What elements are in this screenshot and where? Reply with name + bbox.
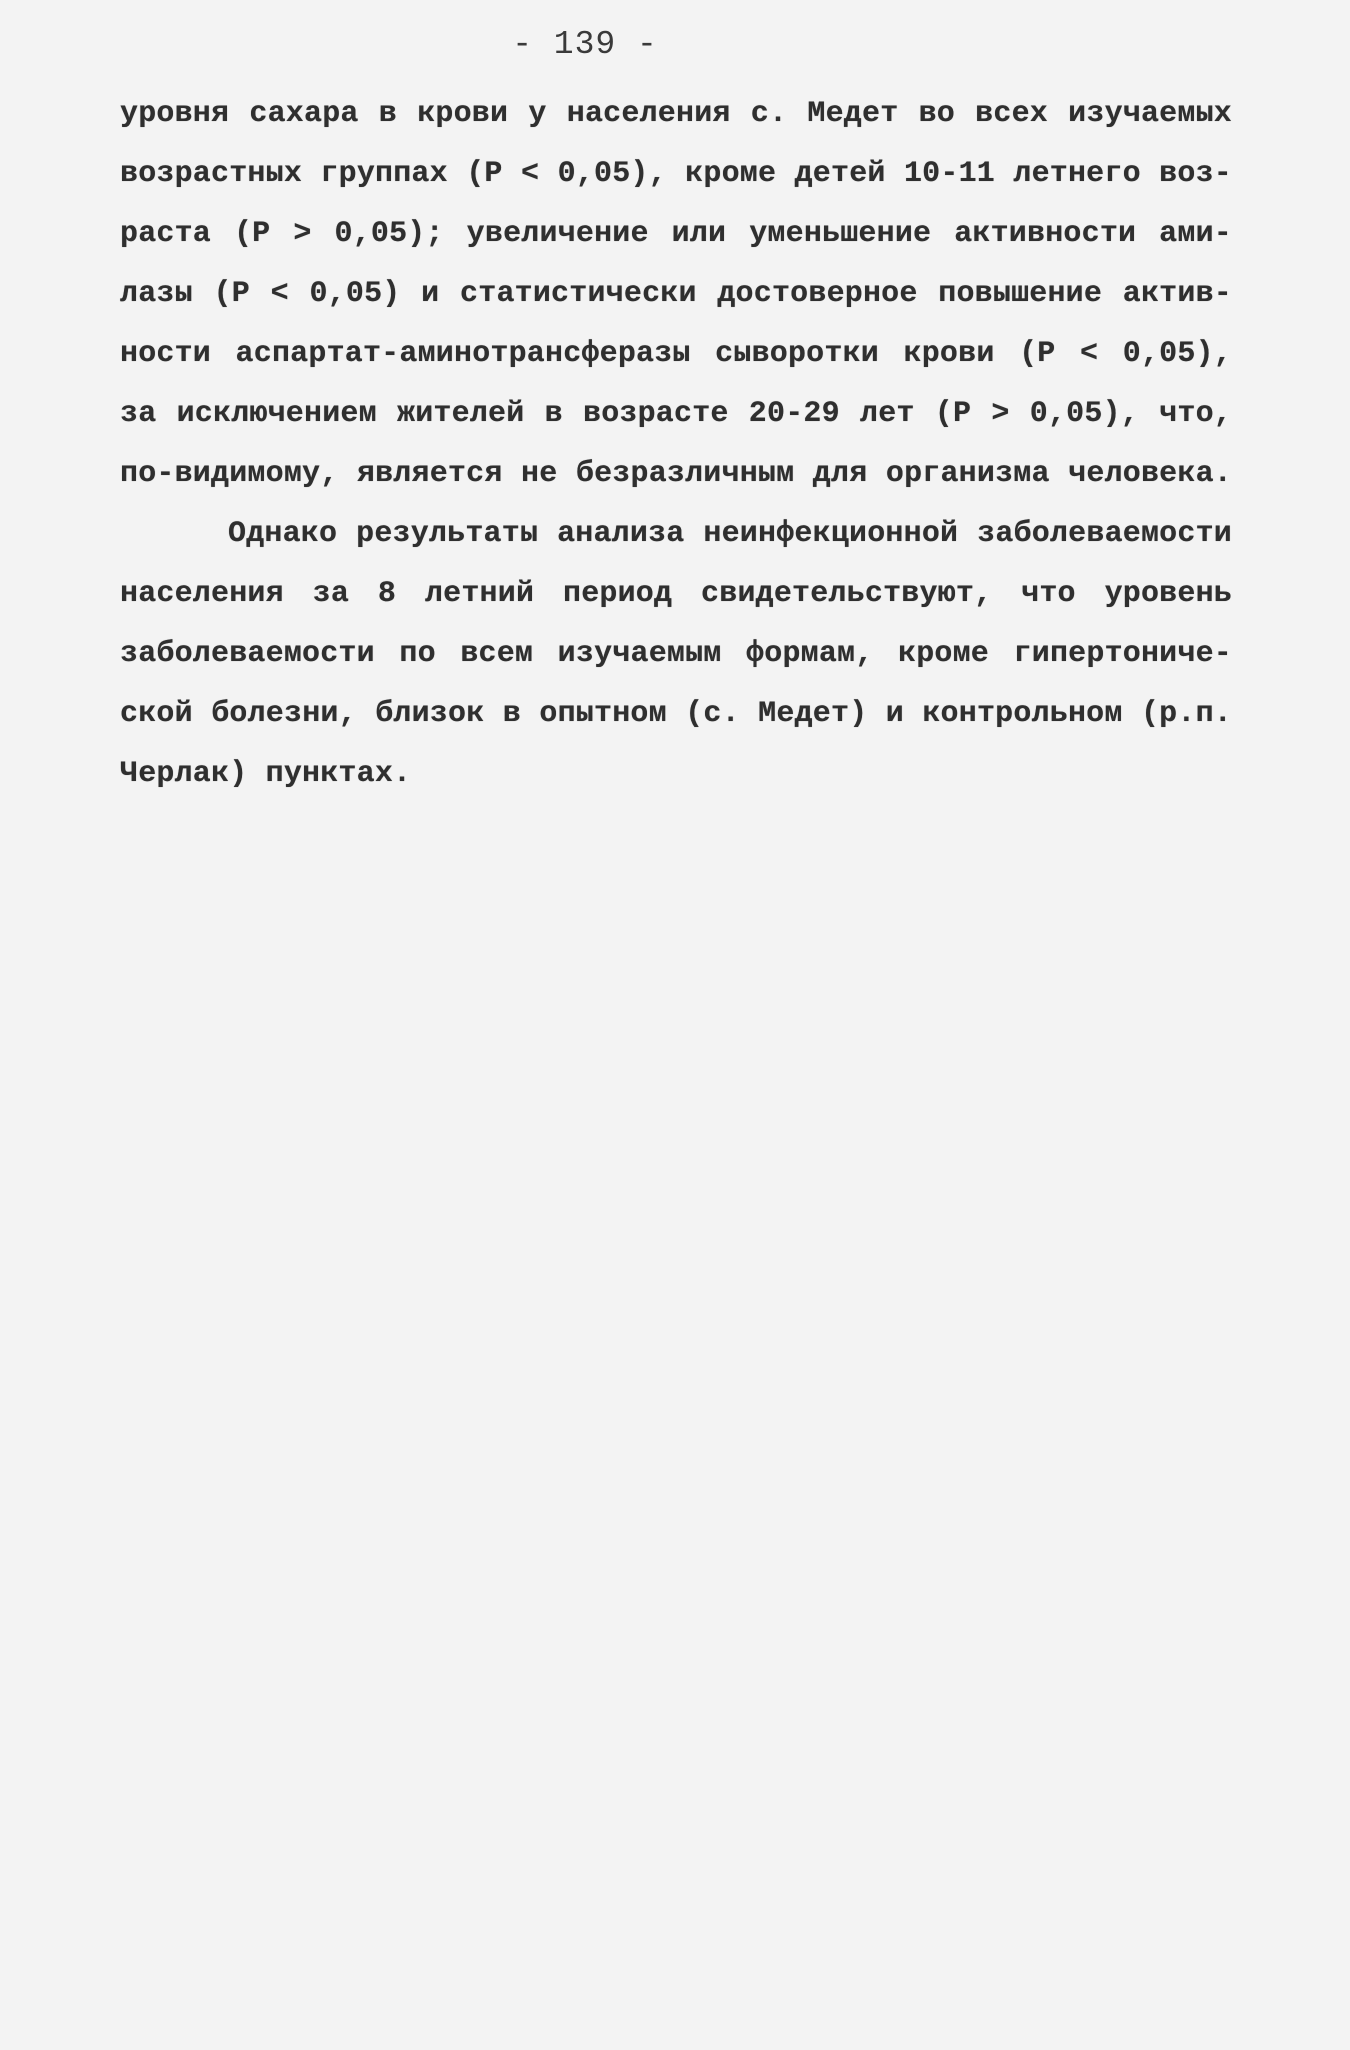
text-line: возрастных группах (Р < 0,05), кроме детей 10-11 летнего воз- <box>120 157 1232 191</box>
page-number: - 139 - <box>512 26 658 63</box>
text-line: Однако результаты анализа неинфекционной заболеваемости <box>228 517 1232 551</box>
text-line: уровня сахара в крови у населения с. Медет во всех изучаемых <box>120 97 1232 131</box>
paragraph-2 <box>120 504 1232 804</box>
text-line: по-видимому, является не безразличным для организма человека. <box>120 457 1232 491</box>
text-line: заболеваемости по всем изучаемым формам, кроме гипертониче- <box>120 637 1232 671</box>
text-line: раста (Р > 0,05); увеличение или уменьшение активности ами- <box>120 217 1232 251</box>
text-line: ской болезни, близок в опытном (с. Медет) и контрольном (р.п. <box>120 697 1232 731</box>
text-line: за исключением жителей в возрасте 20-29 лет (Р > 0,05), что, <box>120 397 1232 431</box>
text-line: Черлак) пунктах. <box>120 757 412 791</box>
text-line: населения за 8 летний период свидетельствуют, что уровень <box>120 577 1232 611</box>
body-text <box>120 84 1232 804</box>
text-line: лазы (Р < 0,05) и статистически достоверное повышение актив- <box>120 277 1232 311</box>
paragraph-1 <box>120 84 1232 504</box>
text-line: ности аспартат-аминотрансферазы сыворотки крови (Р < 0,05), <box>120 337 1232 371</box>
